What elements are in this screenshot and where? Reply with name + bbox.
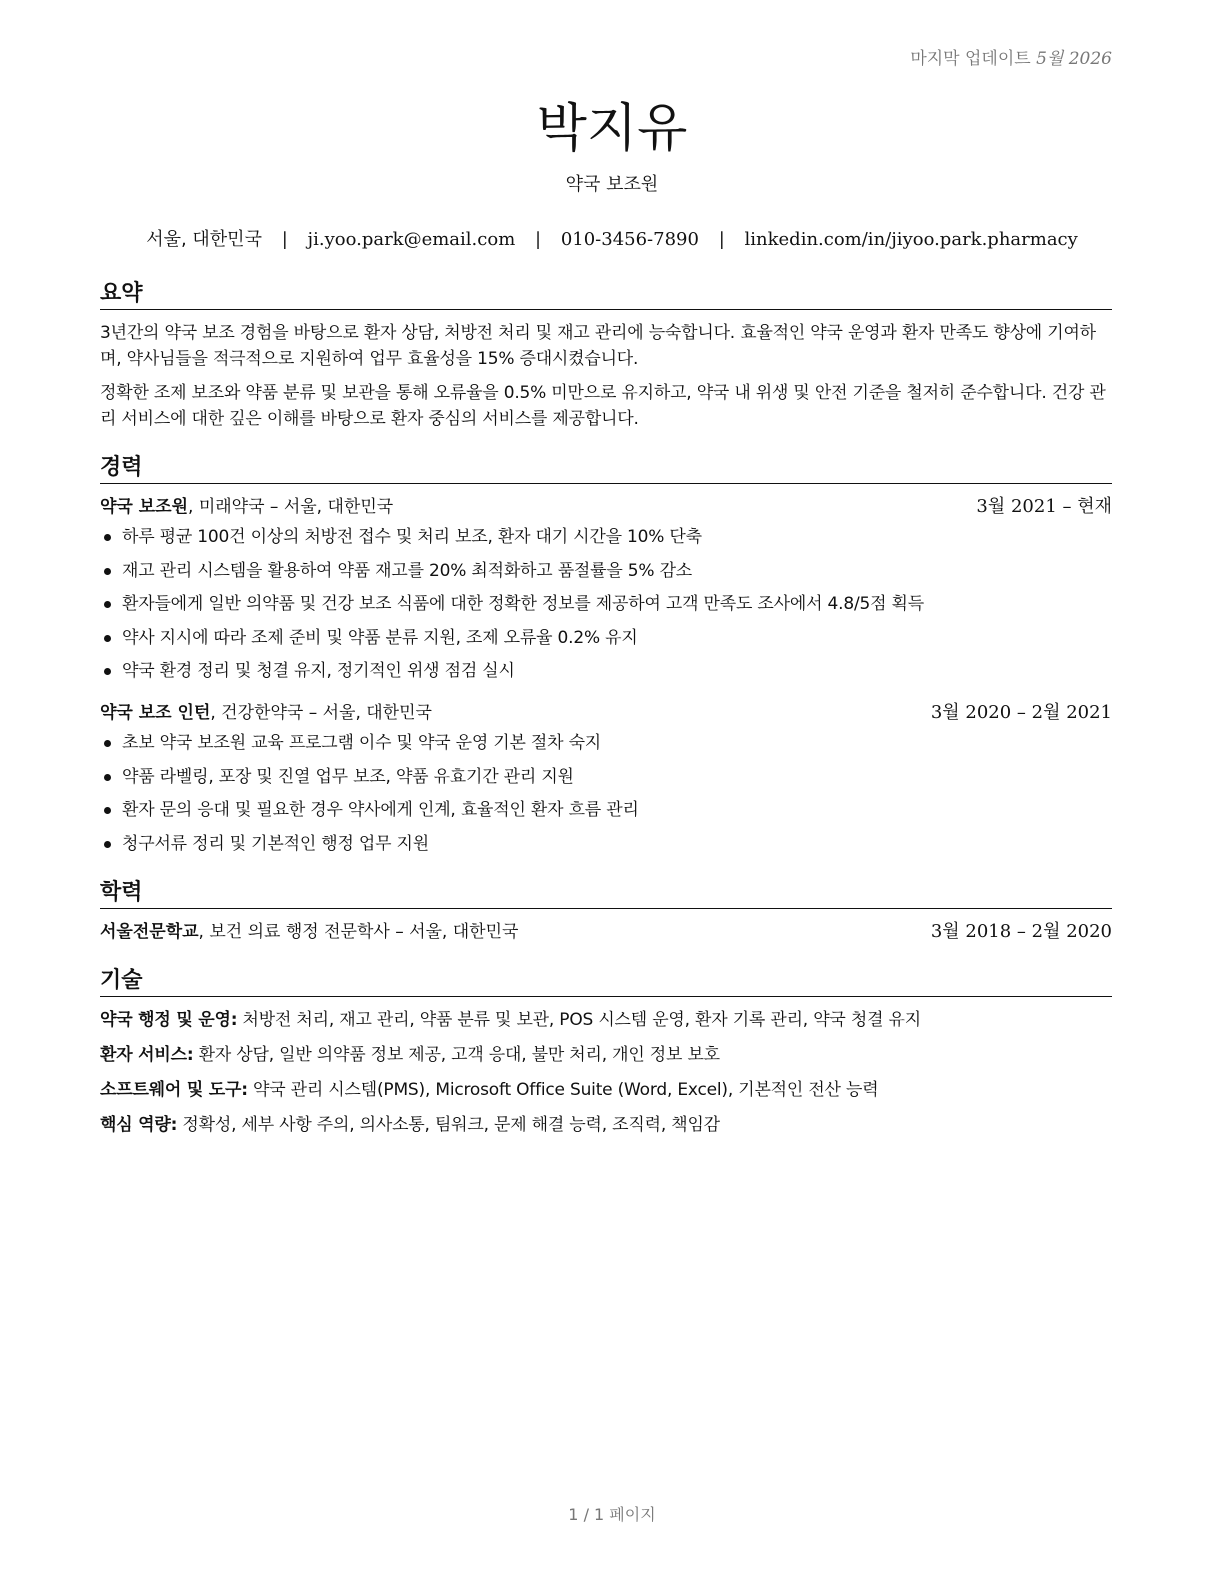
list-item: 하루 평균 100건 이상의 처방전 접수 및 처리 보조, 환자 대기 시간을 10% 단축 — [100, 524, 1112, 550]
job-date: 3월 2020 – 2월 2021 — [930, 702, 1112, 723]
last-updated-label: 마지막 업데이트 — [910, 49, 1031, 69]
job-title: 약국 보조 인턴 — [100, 703, 211, 723]
job-org: , 건강한약국 – 서울, 대한민국 — [210, 703, 432, 723]
contact-linkedin[interactable]: linkedin.com/in/jiyoo.park.pharmacy — [744, 229, 1078, 250]
list-item: 약품 라벨링, 포장 및 진열 업무 보조, 약품 유효기간 관리 지원 — [100, 764, 1112, 790]
list-item: 청구서류 정리 및 기본적인 행정 업무 지원 — [100, 831, 1112, 857]
list-item: 환자들에게 일반 의약품 및 건강 보조 식품에 대한 정확한 정보를 제공하여 고객 만족도 조사에서 4.8/5점 획득 — [100, 591, 1112, 617]
contact-location: 서울, 대한민국 — [146, 229, 262, 250]
contact-email[interactable]: ji.yoo.park@email.com — [307, 229, 516, 250]
summary-paragraph: 정확한 조제 보조와 약품 분류 및 보관을 통해 오류율을 0.5% 미만으로 유지하고, 약국 내 위생 및 안전 기준을 철저히 준수합니다. 건강 관리 서비스에 대한 깊은 이해를 바탕으로 환자 중심의 서비스를 제공합니다. — [100, 383, 1106, 429]
job-date: 3월 2021 – 현재 — [976, 496, 1112, 517]
education-section — [100, 875, 1112, 945]
list-item: 약사 지시에 따라 조제 준비 및 약품 분류 지원, 조제 오류율 0.2% 유지 — [100, 625, 1112, 651]
last-updated — [910, 44, 1112, 69]
school-name: 서울전문학교 — [100, 921, 199, 942]
last-updated-month: 5월 — [1036, 49, 1064, 69]
skill-label: 약국 행정 및 운영: — [100, 1009, 238, 1030]
contact-separator: | — [535, 229, 542, 250]
list-item: 약국 환경 정리 및 청결 유지, 정기적인 위생 점검 실시 — [100, 658, 1112, 684]
candidate-name: 박지유 — [536, 99, 688, 159]
page-number: 1 / 1 페이지 — [568, 1505, 656, 1524]
skill-value: 약국 관리 시스템(PMS), Microsoft Office Suite (Word, Excel), 기본적인 전산 능력 — [247, 1079, 879, 1100]
skill-row — [100, 1077, 1112, 1103]
skill-row — [100, 1112, 1112, 1138]
summary-section — [100, 276, 1112, 432]
degree-detail: , 보건 의료 행정 전문학사 – 서울, 대한민국 — [198, 921, 519, 942]
list-item: 초보 약국 보조원 교육 프로그램 이수 및 약국 운영 기본 절차 숙지 — [100, 730, 1112, 756]
list-item: 재고 관리 시스템을 활용하여 약품 재고를 20% 최적화하고 품절률을 5% 감소 — [100, 558, 1112, 584]
skill-value: 처방전 처리, 재고 관리, 약품 분류 및 보관, POS 시스템 운영, 환자 기록 관리, 약국 청결 유지 — [237, 1009, 921, 1030]
contact-line — [0, 225, 1224, 251]
summary-title: 요약 — [100, 276, 1112, 310]
last-updated-year: 2026 — [1068, 49, 1112, 69]
skill-label: 핵심 역량: — [100, 1114, 178, 1135]
job-title: 약국 보조원 — [100, 497, 189, 517]
job-bullets — [100, 524, 1112, 684]
skill-label: 소프트웨어 및 도구: — [100, 1079, 248, 1100]
contact-separator: | — [718, 229, 725, 250]
skill-row — [100, 1007, 1112, 1033]
job-org: , 미래약국 – 서울, 대한민국 — [188, 497, 394, 517]
list-item: 환자 문의 응대 및 필요한 경우 약사에게 인계, 효율적인 환자 흐름 관리 — [100, 797, 1112, 823]
skill-value: 환자 상담, 일반 의약품 정보 제공, 고객 응대, 불만 처리, 개인 정보 보호 — [193, 1044, 720, 1065]
contact-phone[interactable]: 010-3456-7890 — [560, 229, 699, 250]
summary-paragraph: 3년간의 약국 보조 경험을 바탕으로 환자 상담, 처방전 처리 및 재고 관리에 능숙합니다. 효율적인 약국 운영과 환자 만족도 향상에 기여하며, 약사님들을 적극적으로 지원하여 업무 효율성을 15% 증대시켰습니다. — [100, 323, 1096, 369]
education-header — [100, 919, 1112, 945]
skills-section — [100, 963, 1112, 1138]
experience-title: 경력 — [100, 450, 1112, 484]
candidate-role: 약국 보조원 — [565, 174, 659, 195]
job-header — [100, 494, 1112, 520]
job-bullets — [100, 730, 1112, 857]
education-date: 3월 2018 – 2월 2020 — [930, 920, 1112, 942]
education-title: 학력 — [100, 875, 1112, 909]
skill-label: 환자 서비스: — [100, 1044, 194, 1065]
experience-section — [100, 450, 1112, 857]
skill-row — [100, 1042, 1112, 1068]
job-header — [100, 700, 1112, 726]
resume-body — [100, 276, 1112, 1156]
skill-value: 정확성, 세부 사항 주의, 의사소통, 팀워크, 문제 해결 능력, 조직력, 책임감 — [177, 1114, 720, 1135]
contact-separator: | — [281, 229, 288, 250]
skills-title: 기술 — [100, 963, 1112, 997]
